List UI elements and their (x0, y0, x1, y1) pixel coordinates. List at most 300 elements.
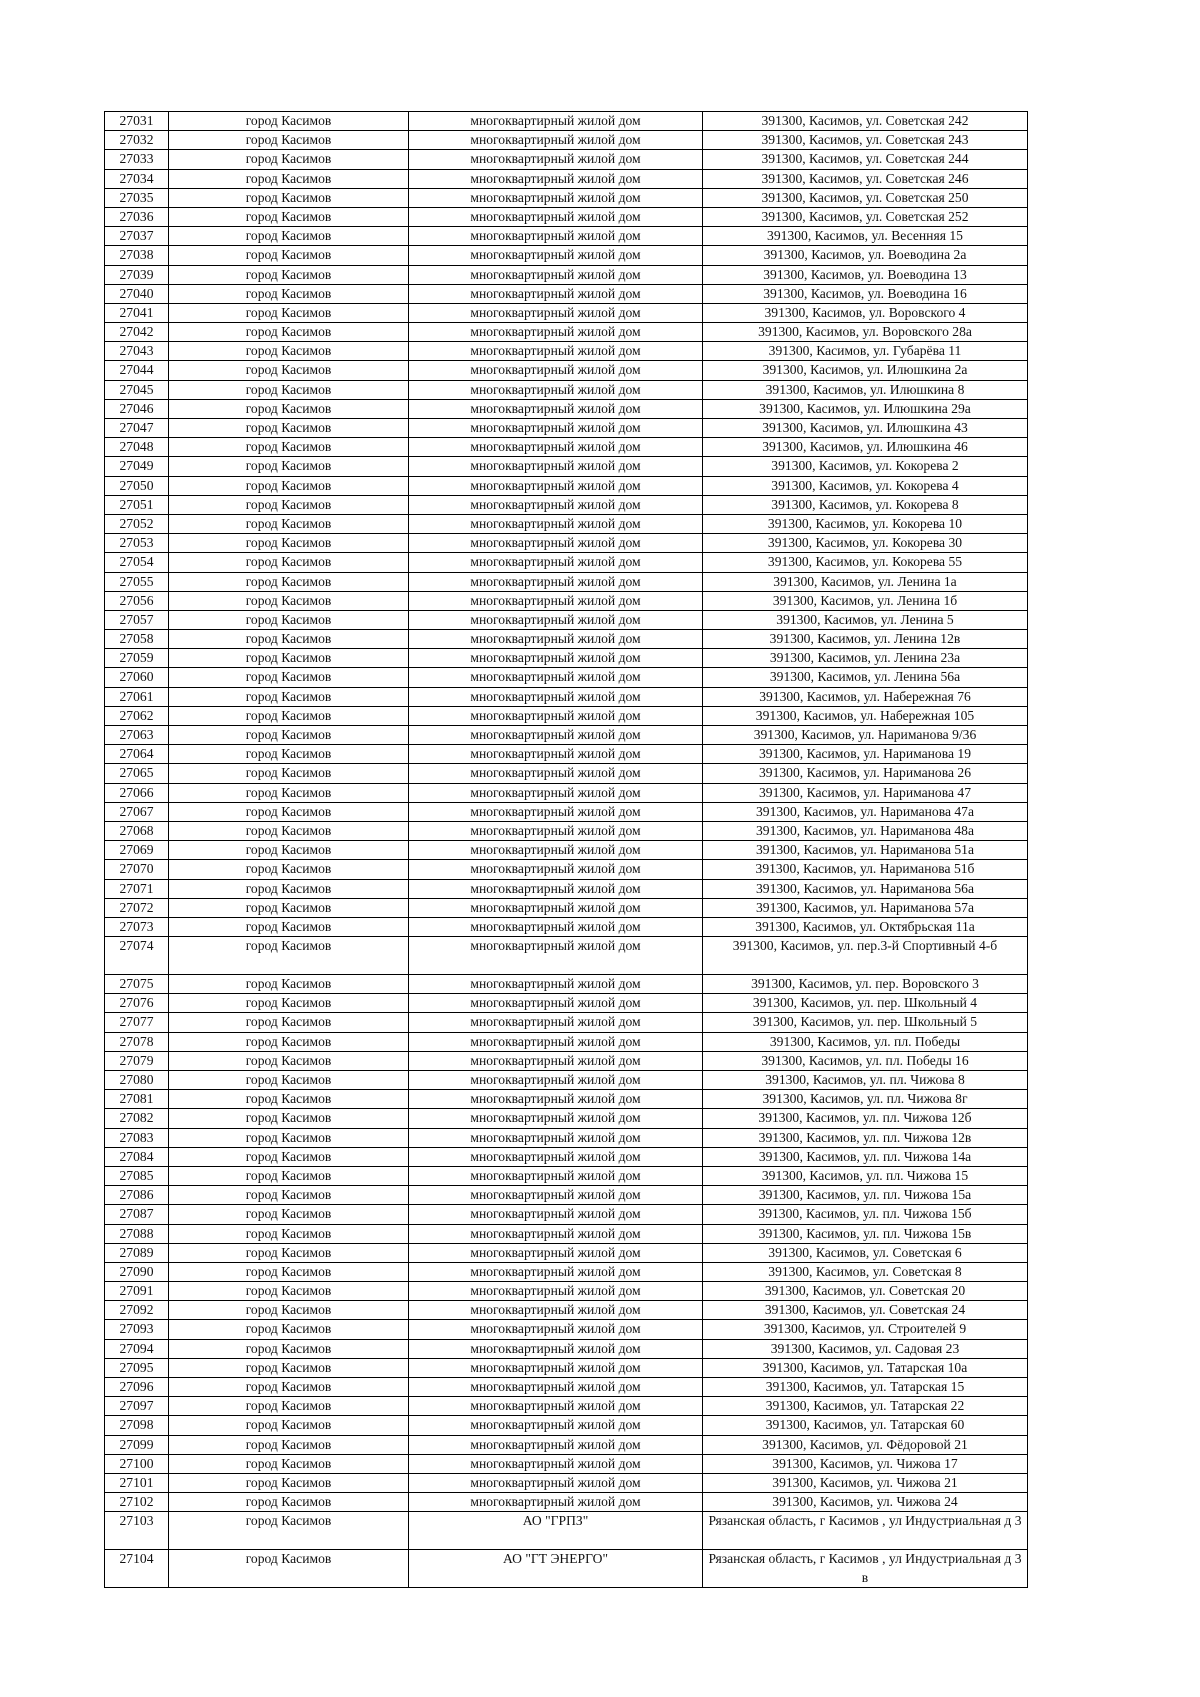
city-cell: город Касимов (169, 649, 409, 668)
row-id-cell: 27103 (105, 1512, 169, 1550)
address-cell: 391300, Касимов, ул. Татарская 15 (703, 1378, 1028, 1397)
row-id-cell: 27040 (105, 284, 169, 303)
table-row (105, 534, 1028, 553)
city-cell: город Касимов (169, 764, 409, 783)
city-cell: город Касимов (169, 783, 409, 802)
table-row (105, 1416, 1028, 1435)
table-row (105, 1224, 1028, 1243)
row-id-cell: 27076 (105, 994, 169, 1013)
table-row (105, 726, 1028, 745)
object-type-cell: АО "ГРПЗ" (409, 1512, 703, 1550)
address-cell: 391300, Касимов, ул. Воеводина 16 (703, 284, 1028, 303)
city-cell: город Касимов (169, 1051, 409, 1070)
address-cell: 391300, Касимов, ул. Татарская 10а (703, 1358, 1028, 1377)
row-id-cell: 27042 (105, 323, 169, 342)
table-row (105, 265, 1028, 284)
table-row (105, 687, 1028, 706)
address-cell: 391300, Касимов, ул. Кокорева 10 (703, 514, 1028, 533)
table-row (105, 1128, 1028, 1147)
object-type-cell: многоквартирный жилой дом (409, 1147, 703, 1166)
row-id-cell: 27073 (105, 917, 169, 936)
row-id-cell: 27085 (105, 1166, 169, 1185)
table-row (105, 150, 1028, 169)
row-id-cell: 27092 (105, 1301, 169, 1320)
object-type-cell: многоквартирный жилой дом (409, 303, 703, 322)
object-type-cell: многоквартирный жилой дом (409, 1205, 703, 1224)
table-row (105, 821, 1028, 840)
row-id-cell: 27053 (105, 534, 169, 553)
table-row (105, 879, 1028, 898)
table-row (105, 188, 1028, 207)
city-cell: город Касимов (169, 860, 409, 879)
row-id-cell: 27099 (105, 1435, 169, 1454)
address-cell: 391300, Касимов, ул. Илюшкина 2а (703, 361, 1028, 380)
object-type-cell: многоквартирный жилой дом (409, 898, 703, 917)
table-row (105, 783, 1028, 802)
table-row (105, 1166, 1028, 1185)
row-id-cell: 27062 (105, 706, 169, 725)
address-cell: 391300, Касимов, ул. Нариманова 57а (703, 898, 1028, 917)
object-type-cell: многоквартирный жилой дом (409, 1186, 703, 1205)
row-id-cell: 27052 (105, 514, 169, 533)
table-row (105, 1550, 1028, 1588)
object-type-cell: многоквартирный жилой дом (409, 1262, 703, 1281)
row-id-cell: 27044 (105, 361, 169, 380)
address-cell: 391300, Касимов, ул. Советская 246 (703, 169, 1028, 188)
address-cell: 391300, Касимов, ул. Советская 244 (703, 150, 1028, 169)
city-cell: город Касимов (169, 1493, 409, 1512)
table-row (105, 1454, 1028, 1473)
object-type-cell: многоквартирный жилой дом (409, 879, 703, 898)
row-id-cell: 27065 (105, 764, 169, 783)
table-row (105, 745, 1028, 764)
object-type-cell: многоквартирный жилой дом (409, 476, 703, 495)
row-id-cell: 27036 (105, 207, 169, 226)
table-row (105, 1051, 1028, 1070)
city-cell: город Касимов (169, 630, 409, 649)
city-cell: город Касимов (169, 419, 409, 438)
address-cell: 391300, Касимов, ул. Нариманова 19 (703, 745, 1028, 764)
object-type-cell: многоквартирный жилой дом (409, 572, 703, 591)
row-id-cell: 27102 (105, 1493, 169, 1512)
object-type-cell: многоквартирный жилой дом (409, 207, 703, 226)
row-id-cell: 27057 (105, 610, 169, 629)
city-cell: город Касимов (169, 1090, 409, 1109)
object-type-cell: многоквартирный жилой дом (409, 591, 703, 610)
address-cell: 391300, Касимов, ул. Советская 20 (703, 1282, 1028, 1301)
row-id-cell: 27055 (105, 572, 169, 591)
address-cell: 391300, Касимов, ул. Набережная 105 (703, 706, 1028, 725)
object-type-cell: многоквартирный жилой дом (409, 534, 703, 553)
address-cell: 391300, Касимов, ул. Нариманова 47 (703, 783, 1028, 802)
table-row (105, 1109, 1028, 1128)
table-row (105, 802, 1028, 821)
object-type-cell: многоквартирный жилой дом (409, 1243, 703, 1262)
row-id-cell: 27088 (105, 1224, 169, 1243)
address-cell: 391300, Касимов, ул. Нариманова 48а (703, 821, 1028, 840)
city-cell: город Касимов (169, 207, 409, 226)
table-row (105, 476, 1028, 495)
city-cell: город Касимов (169, 1186, 409, 1205)
address-cell: 391300, Касимов, ул. Советская 8 (703, 1262, 1028, 1281)
city-cell: город Касимов (169, 1128, 409, 1147)
address-cell: 391300, Касимов, ул. Нариманова 56а (703, 879, 1028, 898)
address-cell: 391300, Касимов, ул. пер. Школьный 5 (703, 1013, 1028, 1032)
city-cell: город Касимов (169, 726, 409, 745)
object-type-cell: многоквартирный жилой дом (409, 380, 703, 399)
address-cell: 391300, Касимов, ул. Губарёва 11 (703, 342, 1028, 361)
object-type-cell: многоквартирный жилой дом (409, 1032, 703, 1051)
row-id-cell: 27054 (105, 553, 169, 572)
row-id-cell: 27035 (105, 188, 169, 207)
address-cell: 391300, Касимов, ул. пл. Чижова 15а (703, 1186, 1028, 1205)
object-type-cell: многоквартирный жилой дом (409, 361, 703, 380)
table-row (105, 246, 1028, 265)
row-id-cell: 27097 (105, 1397, 169, 1416)
address-cell: 391300, Касимов, ул. Весенняя 15 (703, 227, 1028, 246)
row-id-cell: 27031 (105, 112, 169, 131)
table-row (105, 514, 1028, 533)
city-cell: город Касимов (169, 1358, 409, 1377)
address-cell: 391300, Касимов, ул. пл. Победы (703, 1032, 1028, 1051)
object-type-cell: многоквартирный жилой дом (409, 457, 703, 476)
city-cell: город Касимов (169, 169, 409, 188)
row-id-cell: 27059 (105, 649, 169, 668)
object-type-cell: многоквартирный жилой дом (409, 1435, 703, 1454)
row-id-cell: 27069 (105, 841, 169, 860)
city-cell: город Касимов (169, 150, 409, 169)
address-cell: 391300, Касимов, ул. Советская 24 (703, 1301, 1028, 1320)
registry-body (105, 112, 1028, 1588)
table-row (105, 361, 1028, 380)
city-cell: город Касимов (169, 342, 409, 361)
object-type-cell: многоквартирный жилой дом (409, 399, 703, 418)
city-cell: город Касимов (169, 553, 409, 572)
address-cell: 391300, Касимов, ул. Ленина 1а (703, 572, 1028, 591)
object-type-cell: многоквартирный жилой дом (409, 917, 703, 936)
object-type-cell: многоквартирный жилой дом (409, 1128, 703, 1147)
table-row (105, 1320, 1028, 1339)
object-type-cell: многоквартирный жилой дом (409, 1339, 703, 1358)
address-cell: 391300, Касимов, ул. Илюшкина 8 (703, 380, 1028, 399)
object-type-cell: многоквартирный жилой дом (409, 668, 703, 687)
row-id-cell: 27051 (105, 495, 169, 514)
row-id-cell: 27071 (105, 879, 169, 898)
object-type-cell: многоквартирный жилой дом (409, 802, 703, 821)
object-type-cell: многоквартирный жилой дом (409, 514, 703, 533)
table-row (105, 898, 1028, 917)
table-row (105, 438, 1028, 457)
table-row (105, 841, 1028, 860)
city-cell: город Касимов (169, 323, 409, 342)
address-cell: 391300, Касимов, ул. пл. Чижова 8г (703, 1090, 1028, 1109)
object-type-cell: многоквартирный жилой дом (409, 726, 703, 745)
city-cell: город Касимов (169, 112, 409, 131)
row-id-cell: 27045 (105, 380, 169, 399)
city-cell: город Касимов (169, 898, 409, 917)
address-cell: 391300, Касимов, ул. пл. Чижова 15б (703, 1205, 1028, 1224)
row-id-cell: 27038 (105, 246, 169, 265)
row-id-cell: 27084 (105, 1147, 169, 1166)
city-cell: город Касимов (169, 1550, 409, 1588)
address-cell: 391300, Касимов, ул. Воеводина 2а (703, 246, 1028, 265)
row-id-cell: 27047 (105, 419, 169, 438)
table-row (105, 706, 1028, 725)
city-cell: город Касимов (169, 917, 409, 936)
object-type-cell: многоквартирный жилой дом (409, 745, 703, 764)
address-cell: 391300, Касимов, ул. Воровского 28а (703, 323, 1028, 342)
table-row (105, 553, 1028, 572)
address-cell: 391300, Касимов, ул. пл. Чижова 14а (703, 1147, 1028, 1166)
row-id-cell: 27095 (105, 1358, 169, 1377)
address-cell: 391300, Касимов, ул. Татарская 22 (703, 1397, 1028, 1416)
row-id-cell: 27048 (105, 438, 169, 457)
address-cell: 391300, Касимов, ул. Ленина 12в (703, 630, 1028, 649)
address-cell: 391300, Касимов, ул. Строителей 9 (703, 1320, 1028, 1339)
row-id-cell: 27077 (105, 1013, 169, 1032)
object-type-cell: многоквартирный жилой дом (409, 860, 703, 879)
table-row (105, 284, 1028, 303)
table-row (105, 303, 1028, 322)
table-row (105, 169, 1028, 188)
city-cell: город Касимов (169, 399, 409, 418)
city-cell: город Касимов (169, 188, 409, 207)
city-cell: город Касимов (169, 1071, 409, 1090)
city-cell: город Касимов (169, 994, 409, 1013)
row-id-cell: 27032 (105, 131, 169, 150)
object-type-cell: многоквартирный жилой дом (409, 342, 703, 361)
address-cell: 391300, Касимов, ул. Кокорева 8 (703, 495, 1028, 514)
table-row (105, 1147, 1028, 1166)
table-row (105, 323, 1028, 342)
city-cell: город Касимов (169, 610, 409, 629)
city-cell: город Касимов (169, 514, 409, 533)
city-cell: город Касимов (169, 476, 409, 495)
address-cell: 391300, Касимов, ул. Набережная 76 (703, 687, 1028, 706)
table-row (105, 572, 1028, 591)
address-cell: 391300, Касимов, ул. пл. Победы 16 (703, 1051, 1028, 1070)
object-type-cell: многоквартирный жилой дом (409, 265, 703, 284)
row-id-cell: 27101 (105, 1473, 169, 1492)
table-row (105, 1262, 1028, 1281)
city-cell: город Касимов (169, 1243, 409, 1262)
address-cell: 391300, Касимов, ул. Октябрьская 11а (703, 917, 1028, 936)
address-cell: 391300, Касимов, ул. Ленина 56а (703, 668, 1028, 687)
address-cell: 391300, Касимов, ул. Воровского 4 (703, 303, 1028, 322)
row-id-cell: 27087 (105, 1205, 169, 1224)
city-cell: город Касимов (169, 668, 409, 687)
city-cell: город Касимов (169, 1282, 409, 1301)
object-type-cell: многоквартирный жилой дом (409, 610, 703, 629)
object-type-cell: многоквартирный жилой дом (409, 419, 703, 438)
object-type-cell: многоквартирный жилой дом (409, 1090, 703, 1109)
object-type-cell: многоквартирный жилой дом (409, 1282, 703, 1301)
object-type-cell: многоквартирный жилой дом (409, 783, 703, 802)
object-type-cell: многоквартирный жилой дом (409, 1320, 703, 1339)
table-row (105, 1358, 1028, 1377)
object-type-cell: многоквартирный жилой дом (409, 1378, 703, 1397)
object-type-cell: многоквартирный жилой дом (409, 1397, 703, 1416)
city-cell: город Касимов (169, 265, 409, 284)
city-cell: город Касимов (169, 284, 409, 303)
row-id-cell: 27074 (105, 937, 169, 975)
object-type-cell: многоквартирный жилой дом (409, 841, 703, 860)
row-id-cell: 27033 (105, 150, 169, 169)
table-row (105, 1013, 1028, 1032)
object-type-cell: АО "ГТ ЭНЕРГО" (409, 1550, 703, 1588)
address-cell: 391300, Касимов, ул. Ленина 23а (703, 649, 1028, 668)
address-cell: 391300, Касимов, ул. Илюшкина 46 (703, 438, 1028, 457)
row-id-cell: 27041 (105, 303, 169, 322)
city-cell: город Касимов (169, 1166, 409, 1185)
address-cell: 391300, Касимов, ул. пл. Чижова 15 (703, 1166, 1028, 1185)
row-id-cell: 27082 (105, 1109, 169, 1128)
object-type-cell: многоквартирный жилой дом (409, 649, 703, 668)
city-cell: город Касимов (169, 438, 409, 457)
row-id-cell: 27072 (105, 898, 169, 917)
address-cell: 391300, Касимов, ул. пер. Воровского 3 (703, 975, 1028, 994)
object-type-cell: многоквартирный жилой дом (409, 246, 703, 265)
city-cell: город Касимов (169, 131, 409, 150)
row-id-cell: 27043 (105, 342, 169, 361)
object-type-cell: многоквартирный жилой дом (409, 284, 703, 303)
table-row (105, 1378, 1028, 1397)
row-id-cell: 27096 (105, 1378, 169, 1397)
table-row (105, 1493, 1028, 1512)
table-row (105, 1339, 1028, 1358)
object-type-cell: многоквартирный жилой дом (409, 1358, 703, 1377)
address-cell: 391300, Касимов, ул. Воеводина 13 (703, 265, 1028, 284)
address-cell: 391300, Касимов, ул. Кокорева 30 (703, 534, 1028, 553)
city-cell: город Касимов (169, 495, 409, 514)
object-type-cell: многоквартирный жилой дом (409, 1473, 703, 1492)
table-row (105, 399, 1028, 418)
city-cell: город Касимов (169, 457, 409, 476)
table-row (105, 975, 1028, 994)
table-row (105, 860, 1028, 879)
address-cell: 391300, Касимов, ул. Советская 252 (703, 207, 1028, 226)
object-type-cell: многоквартирный жилой дом (409, 821, 703, 840)
address-cell: 391300, Касимов, ул. Чижова 21 (703, 1473, 1028, 1492)
city-cell: город Касимов (169, 1262, 409, 1281)
row-id-cell: 27046 (105, 399, 169, 418)
table-row (105, 1032, 1028, 1051)
address-cell: 391300, Касимов, ул. Ленина 1б (703, 591, 1028, 610)
table-row (105, 630, 1028, 649)
row-id-cell: 27100 (105, 1454, 169, 1473)
city-cell: город Касимов (169, 1416, 409, 1435)
row-id-cell: 27089 (105, 1243, 169, 1262)
table-row (105, 668, 1028, 687)
row-id-cell: 27094 (105, 1339, 169, 1358)
table-row (105, 112, 1028, 131)
table-row (105, 649, 1028, 668)
address-cell: 391300, Касимов, ул. Нариманова 47а (703, 802, 1028, 821)
city-cell: город Касимов (169, 534, 409, 553)
object-type-cell: многоквартирный жилой дом (409, 764, 703, 783)
row-id-cell: 27034 (105, 169, 169, 188)
object-type-cell: многоквартирный жилой дом (409, 495, 703, 514)
row-id-cell: 27060 (105, 668, 169, 687)
row-id-cell: 27068 (105, 821, 169, 840)
row-id-cell: 27050 (105, 476, 169, 495)
object-type-cell: многоквартирный жилой дом (409, 994, 703, 1013)
address-cell: 391300, Касимов, ул. Советская 243 (703, 131, 1028, 150)
table-row (105, 419, 1028, 438)
city-cell: город Касимов (169, 1435, 409, 1454)
object-type-cell: многоквартирный жилой дом (409, 630, 703, 649)
city-cell: город Касимов (169, 380, 409, 399)
address-cell: 391300, Касимов, ул. Советская 242 (703, 112, 1028, 131)
row-id-cell: 27056 (105, 591, 169, 610)
address-cell: 391300, Касимов, ул. Садовая 23 (703, 1339, 1028, 1358)
object-type-cell: многоквартирный жилой дом (409, 131, 703, 150)
table-row (105, 1473, 1028, 1492)
row-id-cell: 27086 (105, 1186, 169, 1205)
object-type-cell: многоквартирный жилой дом (409, 323, 703, 342)
table-row (105, 457, 1028, 476)
city-cell: город Касимов (169, 1224, 409, 1243)
object-type-cell: многоквартирный жилой дом (409, 169, 703, 188)
object-type-cell: многоквартирный жилой дом (409, 937, 703, 975)
table-row (105, 131, 1028, 150)
city-cell: город Касимов (169, 1397, 409, 1416)
table-row (105, 1205, 1028, 1224)
row-id-cell: 27093 (105, 1320, 169, 1339)
city-cell: город Касимов (169, 879, 409, 898)
table-row (105, 610, 1028, 629)
city-cell: город Касимов (169, 1454, 409, 1473)
table-row (105, 342, 1028, 361)
address-cell: 391300, Касимов, ул. пл. Чижова 12б (703, 1109, 1028, 1128)
object-type-cell: многоквартирный жилой дом (409, 188, 703, 207)
row-id-cell: 27039 (105, 265, 169, 284)
object-type-cell: многоквартирный жилой дом (409, 1071, 703, 1090)
address-cell: 391300, Касимов, ул. пл. Чижова 8 (703, 1071, 1028, 1090)
city-cell: город Касимов (169, 802, 409, 821)
table-row (105, 207, 1028, 226)
row-id-cell: 27078 (105, 1032, 169, 1051)
city-cell: город Касимов (169, 1013, 409, 1032)
address-cell: 391300, Касимов, ул. Кокорева 2 (703, 457, 1028, 476)
city-cell: город Касимов (169, 361, 409, 380)
row-id-cell: 27090 (105, 1262, 169, 1281)
address-cell: 391300, Касимов, ул. Нариманова 9/36 (703, 726, 1028, 745)
object-type-cell: многоквартирный жилой дом (409, 1051, 703, 1070)
city-cell: город Касимов (169, 1378, 409, 1397)
address-cell: 391300, Касимов, ул. Татарская 60 (703, 1416, 1028, 1435)
row-id-cell: 27049 (105, 457, 169, 476)
city-cell: город Касимов (169, 1032, 409, 1051)
address-cell: 391300, Касимов, ул. Чижова 17 (703, 1454, 1028, 1473)
table-row (105, 495, 1028, 514)
city-cell: город Касимов (169, 1473, 409, 1492)
row-id-cell: 27061 (105, 687, 169, 706)
object-type-cell: многоквартирный жилой дом (409, 227, 703, 246)
city-cell: город Касимов (169, 1147, 409, 1166)
table-row (105, 1301, 1028, 1320)
city-cell: город Касимов (169, 246, 409, 265)
row-id-cell: 27037 (105, 227, 169, 246)
city-cell: город Касимов (169, 1320, 409, 1339)
city-cell: город Касимов (169, 303, 409, 322)
object-type-cell: многоквартирный жилой дом (409, 553, 703, 572)
city-cell: город Касимов (169, 841, 409, 860)
table-row (105, 1282, 1028, 1301)
address-cell: 391300, Касимов, ул. Нариманова 51а (703, 841, 1028, 860)
city-cell: город Касимов (169, 745, 409, 764)
table-row (105, 994, 1028, 1013)
